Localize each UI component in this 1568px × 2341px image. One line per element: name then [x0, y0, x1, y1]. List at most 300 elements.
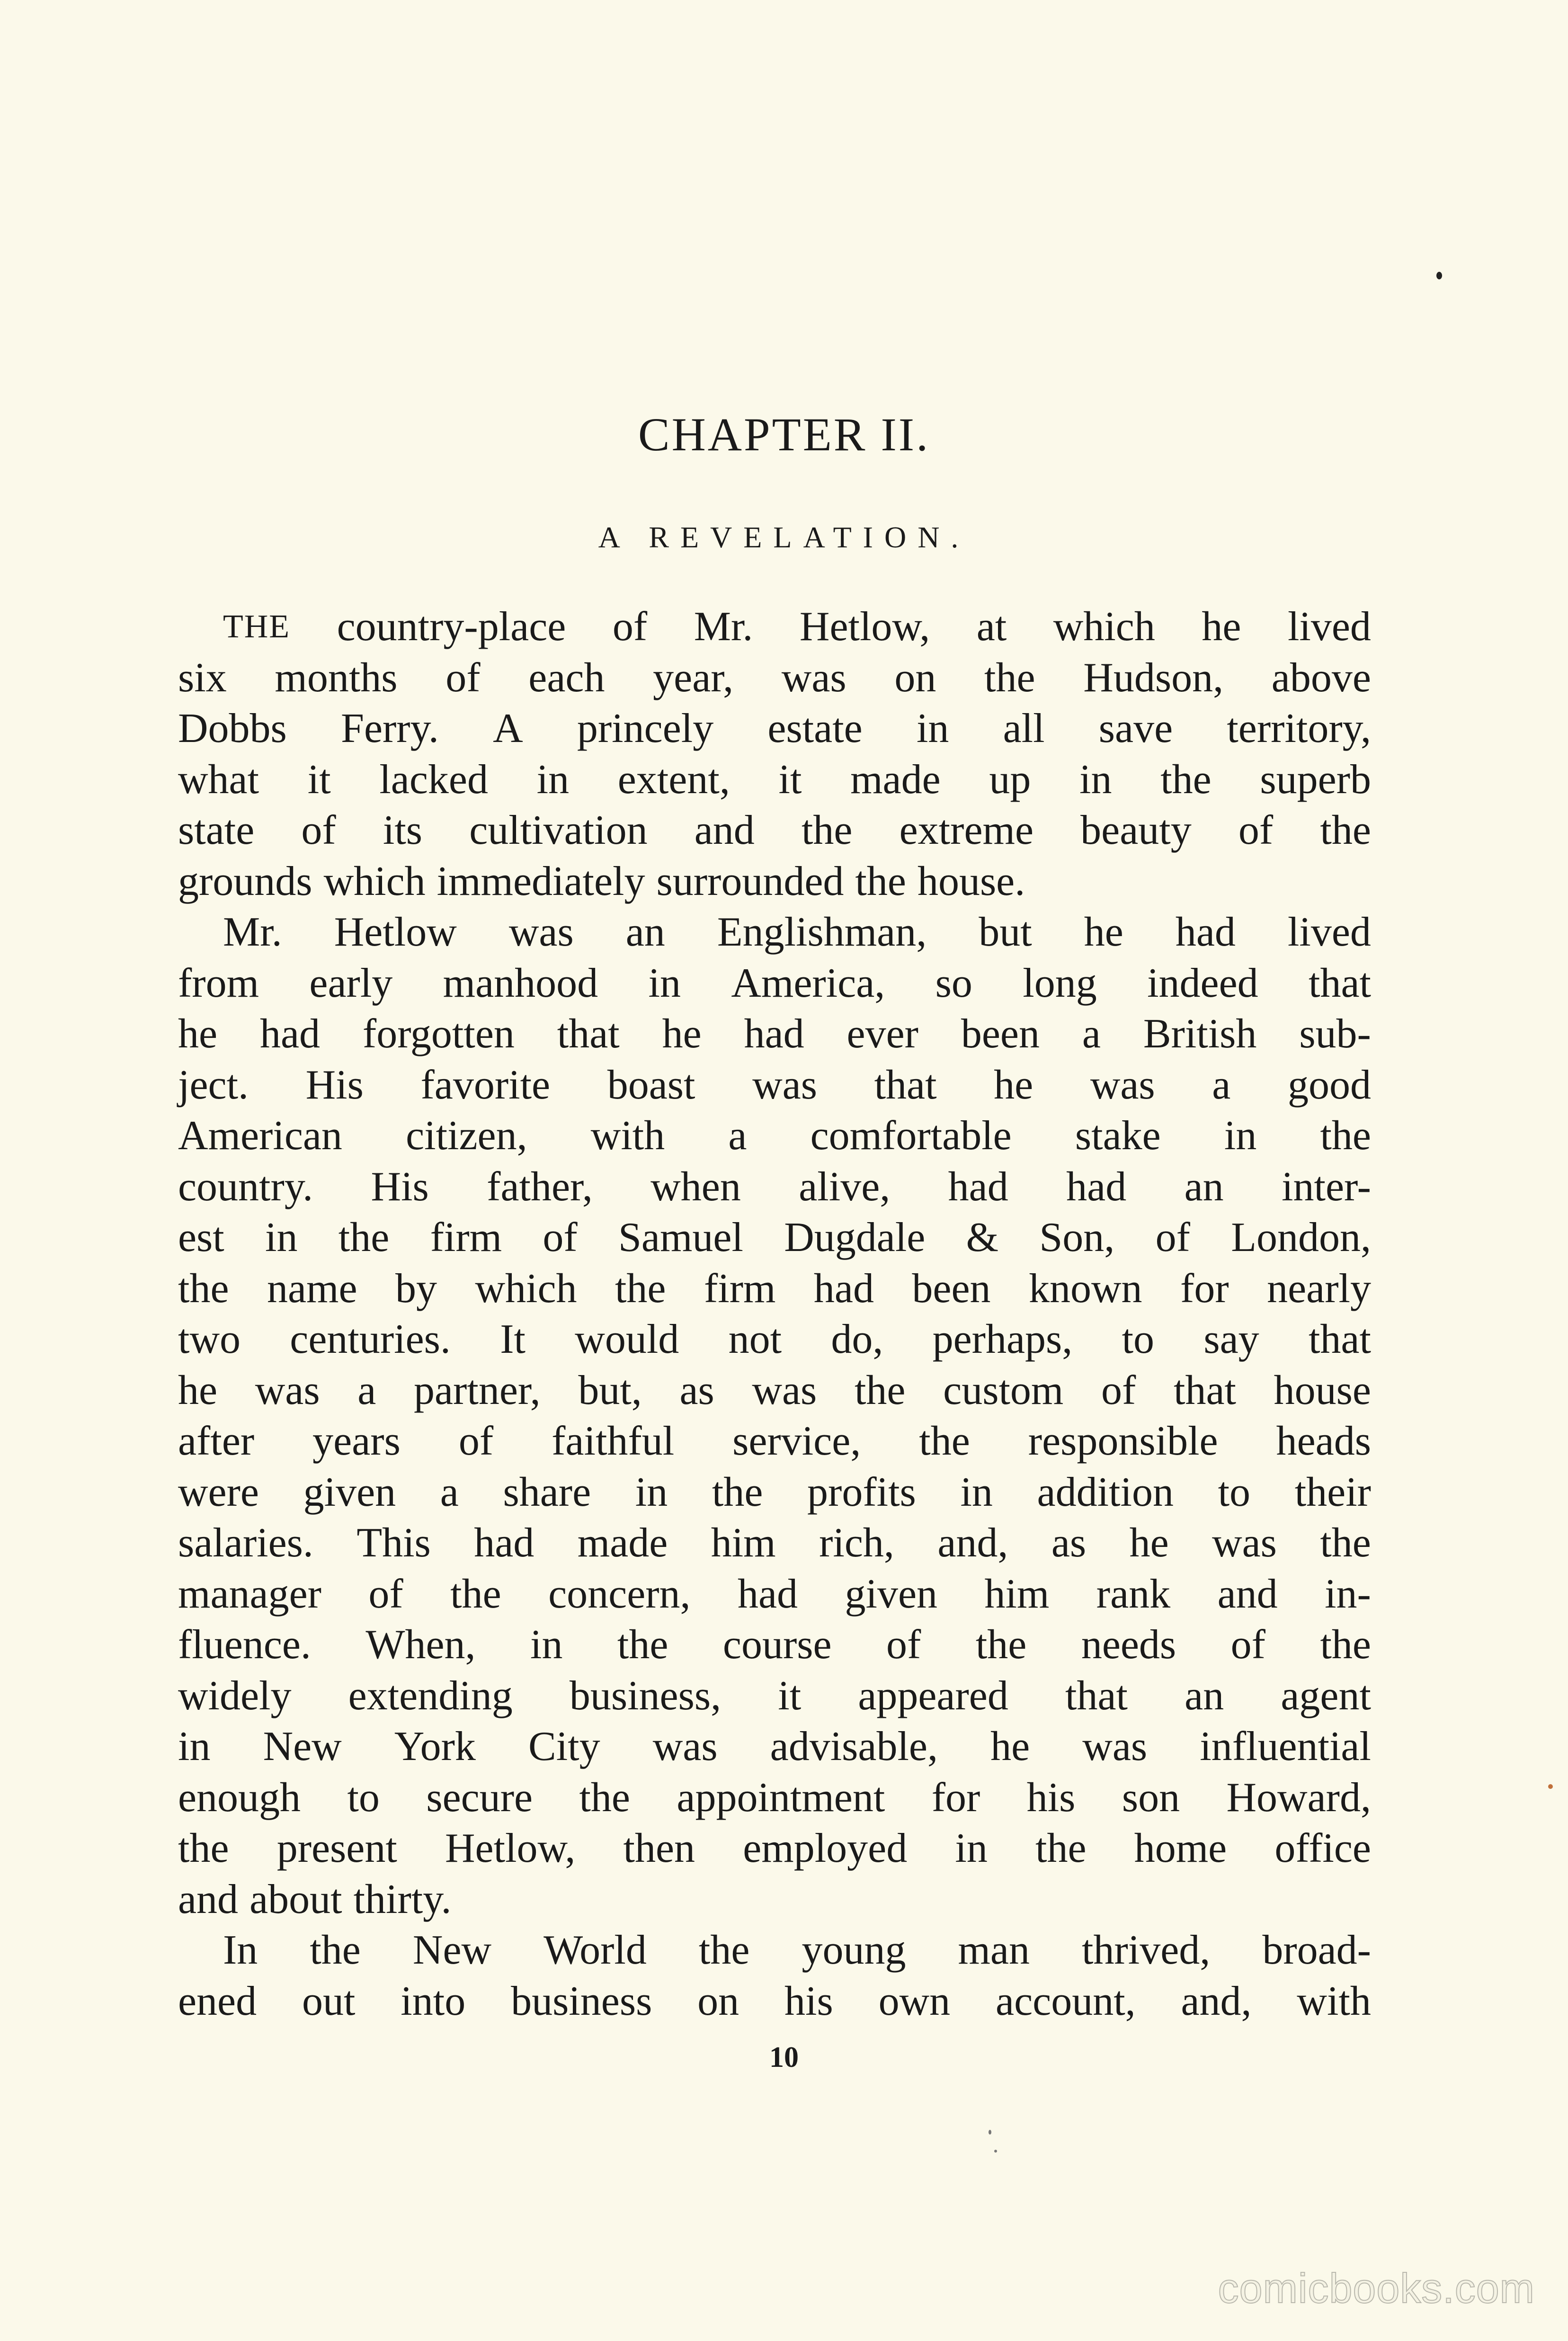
- word: of: [886, 1622, 921, 1668]
- text-line: [178, 1314, 1371, 1365]
- word: for: [931, 1774, 980, 1821]
- word: which: [323, 858, 426, 904]
- word: the: [712, 1469, 763, 1515]
- word: that: [1065, 1672, 1128, 1719]
- word: THE: [223, 608, 291, 645]
- text-line: [178, 1060, 1371, 1111]
- word: rich,: [819, 1520, 894, 1566]
- text-line: [178, 1009, 1371, 1060]
- word: appeared: [858, 1672, 1008, 1719]
- word: had: [474, 1520, 535, 1566]
- word: as: [1051, 1520, 1087, 1566]
- word: in: [635, 1469, 668, 1515]
- text-line: [178, 1721, 1371, 1772]
- word: he: [662, 1011, 702, 1057]
- word: extending: [348, 1672, 513, 1719]
- word: had: [813, 1265, 874, 1312]
- word: and: [1217, 1571, 1278, 1617]
- word: was: [1212, 1520, 1277, 1566]
- word: were: [178, 1469, 259, 1515]
- word: in: [178, 1724, 211, 1769]
- word: World: [543, 1927, 647, 1973]
- text-line: [178, 1619, 1371, 1671]
- text-line: [178, 1772, 1371, 1823]
- ink-speck: [1548, 1784, 1553, 1789]
- word: what: [178, 756, 259, 803]
- word: surrounded: [656, 858, 844, 904]
- text-line: [178, 907, 1371, 958]
- word: was: [752, 1062, 817, 1108]
- word: In: [223, 1927, 258, 1973]
- word: at: [976, 604, 1007, 650]
- word: in-: [1325, 1571, 1371, 1617]
- word: secure: [426, 1774, 533, 1821]
- word: immediately: [437, 858, 645, 904]
- word: had: [744, 1011, 804, 1057]
- word: in: [536, 756, 570, 803]
- word: own: [878, 1978, 951, 2024]
- word: early: [309, 960, 393, 1006]
- ink-speck: [989, 2130, 991, 2135]
- word: for: [1180, 1265, 1229, 1312]
- word: of: [1155, 1215, 1190, 1260]
- word: in: [916, 706, 949, 751]
- word: estate: [767, 706, 863, 751]
- text-line: [178, 1212, 1371, 1263]
- word: that: [1308, 1316, 1371, 1362]
- word: of: [1230, 1622, 1265, 1668]
- word: the: [984, 654, 1035, 701]
- watermark-logo: comicbooks.com: [1218, 2265, 1535, 2312]
- word: sub-: [1299, 1011, 1371, 1057]
- word: so: [935, 960, 972, 1006]
- word: it: [307, 756, 331, 803]
- word: father,: [487, 1163, 593, 1210]
- word: nearly: [1267, 1265, 1371, 1312]
- word: up: [989, 756, 1031, 803]
- word: American: [178, 1113, 342, 1159]
- word: an: [625, 909, 665, 955]
- word: that: [1309, 960, 1371, 1006]
- word: enough: [178, 1774, 301, 1821]
- word: the: [698, 1927, 750, 1973]
- text-line: [178, 1110, 1371, 1162]
- word: broad-: [1262, 1927, 1371, 1973]
- word: the: [801, 807, 853, 853]
- word: addition: [1037, 1469, 1174, 1515]
- paragraph: [178, 907, 1371, 1925]
- word: City: [528, 1724, 600, 1769]
- word: beauty: [1080, 807, 1192, 853]
- word: but: [979, 909, 1032, 955]
- word: in: [960, 1469, 993, 1515]
- word: stake: [1075, 1113, 1161, 1159]
- word: and: [178, 1876, 239, 1922]
- word: it: [778, 1672, 802, 1719]
- word: comfortable: [810, 1113, 1012, 1159]
- word: manhood: [443, 960, 598, 1006]
- word: and,: [1181, 1978, 1252, 2024]
- word: out: [302, 1978, 356, 2024]
- word: lived: [1287, 604, 1371, 650]
- word: the: [615, 1265, 666, 1312]
- word: Hetlow: [334, 909, 457, 955]
- text-line: [178, 1569, 1371, 1620]
- word: an: [1185, 1672, 1224, 1719]
- word: When,: [365, 1622, 476, 1668]
- word: of: [543, 1215, 578, 1260]
- word: years: [312, 1418, 401, 1464]
- word: was: [781, 654, 846, 701]
- word: America,: [731, 960, 885, 1006]
- paragraph: [178, 1925, 1371, 2027]
- word: course: [722, 1622, 832, 1668]
- text-line: [178, 601, 1371, 652]
- word: his: [784, 1978, 833, 2024]
- text-line: [178, 1365, 1371, 1416]
- text-line: [178, 1518, 1371, 1569]
- word: home: [1134, 1825, 1227, 1871]
- word: which: [1053, 604, 1155, 650]
- word: Englishman,: [717, 909, 927, 955]
- word: had: [1175, 909, 1236, 955]
- word: ject.: [178, 1062, 249, 1108]
- word: business: [511, 1978, 652, 2024]
- word: a: [357, 1367, 376, 1413]
- word: to: [347, 1774, 380, 1821]
- word: the: [1320, 1113, 1371, 1159]
- word: a: [728, 1113, 747, 1159]
- word: on: [894, 654, 936, 701]
- word: forgotten: [362, 1011, 515, 1057]
- word: agent: [1281, 1672, 1371, 1719]
- text-line: [178, 1467, 1371, 1518]
- word: alive,: [799, 1163, 891, 1210]
- word: their: [1294, 1469, 1371, 1515]
- word: extent,: [617, 756, 730, 803]
- word: perhaps,: [932, 1316, 1073, 1362]
- word: Son,: [1039, 1215, 1115, 1260]
- text-line: [178, 754, 1371, 805]
- word: he: [1084, 909, 1123, 955]
- text-line: [178, 805, 1371, 856]
- word: It: [500, 1316, 526, 1362]
- word: the: [178, 1265, 229, 1312]
- text-line: [178, 1162, 1371, 1213]
- word: save: [1098, 706, 1173, 751]
- word: Hetlow,: [799, 604, 930, 650]
- word: long: [1023, 960, 1097, 1006]
- word: of: [445, 654, 481, 701]
- word: he: [990, 1724, 1030, 1769]
- word: business,: [569, 1672, 722, 1719]
- word: the: [178, 1825, 229, 1871]
- word: Hetlow,: [445, 1825, 576, 1871]
- word: made: [850, 756, 941, 803]
- word: advisable,: [770, 1724, 938, 1769]
- word: extreme: [899, 807, 1034, 853]
- ink-speck: [994, 2150, 997, 2153]
- word: not: [728, 1316, 782, 1362]
- word: state: [178, 807, 255, 853]
- word: influential: [1200, 1724, 1371, 1769]
- word: the: [975, 1622, 1027, 1668]
- word: made: [577, 1520, 668, 1566]
- word: of: [301, 807, 336, 853]
- word: Hudson,: [1083, 654, 1224, 701]
- word: of: [458, 1418, 494, 1464]
- word: London,: [1231, 1215, 1371, 1260]
- word: in: [530, 1622, 563, 1668]
- word: son: [1122, 1774, 1180, 1821]
- word: thrived,: [1082, 1927, 1211, 1973]
- word: with: [1297, 1978, 1371, 2024]
- word: ever: [846, 1011, 918, 1057]
- word: him: [984, 1571, 1050, 1617]
- word: present: [276, 1825, 397, 1871]
- word: he: [1202, 604, 1241, 650]
- text-line: [178, 958, 1371, 1009]
- word: about: [249, 1876, 342, 1922]
- word: above: [1271, 654, 1371, 701]
- word: of: [612, 604, 648, 650]
- word: he: [1129, 1520, 1169, 1566]
- word: Dobbs: [178, 706, 287, 751]
- word: say: [1203, 1316, 1259, 1362]
- word: lived: [1287, 909, 1371, 955]
- word: his: [1026, 1774, 1076, 1821]
- word: favorite: [420, 1062, 551, 1108]
- word: was: [752, 1367, 817, 1413]
- word: in: [265, 1215, 298, 1260]
- word: heads: [1276, 1418, 1371, 1464]
- word: inter-: [1282, 1163, 1371, 1210]
- text-line: [178, 856, 1371, 907]
- word: &: [966, 1215, 999, 1260]
- word: ened: [178, 1978, 257, 2024]
- word: the: [1320, 807, 1371, 853]
- word: a: [1082, 1011, 1101, 1057]
- word: been: [912, 1265, 991, 1312]
- word: a: [1212, 1062, 1231, 1108]
- word: lacked: [379, 756, 488, 803]
- word: Mr.: [694, 604, 753, 650]
- word: to: [1122, 1316, 1155, 1362]
- word: employed: [743, 1825, 908, 1871]
- word: into: [401, 1978, 466, 2024]
- word: rank: [1096, 1571, 1171, 1617]
- text-line: [178, 1263, 1371, 1314]
- word: given: [845, 1571, 938, 1617]
- word: by: [395, 1265, 437, 1312]
- word: six: [178, 654, 227, 701]
- word: office: [1274, 1825, 1371, 1871]
- word: had: [948, 1163, 1008, 1210]
- word: citizen,: [406, 1113, 527, 1159]
- text-line: [178, 1416, 1371, 1467]
- word: and,: [937, 1520, 1008, 1566]
- text-line: [178, 1874, 1371, 1925]
- word: the: [1160, 756, 1212, 803]
- word: the: [1035, 1825, 1087, 1871]
- word: had: [1066, 1163, 1127, 1210]
- chapter-subtitle: A REVELATION.: [598, 520, 970, 554]
- word: to: [1218, 1469, 1251, 1515]
- word: each: [528, 654, 605, 701]
- word: princely: [577, 706, 714, 751]
- word: the: [579, 1774, 630, 1821]
- chapter-title: CHAPTER II.: [638, 408, 930, 461]
- word: grounds: [178, 858, 312, 904]
- word: which: [475, 1265, 577, 1312]
- word: was: [255, 1367, 320, 1413]
- word: he: [994, 1062, 1033, 1108]
- word: had: [738, 1571, 798, 1617]
- word: Ferry.: [341, 706, 439, 751]
- text-line: [178, 1976, 1371, 2027]
- word: on: [697, 1978, 739, 2024]
- text-line: [178, 652, 1371, 704]
- word: known: [1029, 1265, 1142, 1312]
- word: that: [557, 1011, 620, 1057]
- word: man: [958, 1927, 1030, 1973]
- word: was: [1090, 1062, 1155, 1108]
- word: profits: [807, 1469, 916, 1515]
- word: two: [178, 1316, 241, 1362]
- word: given: [303, 1469, 396, 1515]
- word: His: [305, 1062, 364, 1108]
- word: New: [412, 1927, 492, 1973]
- word: needs: [1081, 1622, 1176, 1668]
- word: firm: [430, 1215, 502, 1260]
- word: with: [590, 1113, 665, 1159]
- word: of: [1101, 1367, 1136, 1413]
- word: responsible: [1028, 1418, 1218, 1464]
- word: manager: [178, 1571, 321, 1617]
- word: the: [1320, 1622, 1371, 1668]
- word: a: [440, 1469, 459, 1515]
- word: been: [961, 1011, 1040, 1057]
- word: Dugdale: [784, 1215, 926, 1260]
- word: him: [711, 1520, 776, 1566]
- word: British: [1143, 1011, 1257, 1057]
- word: was: [508, 909, 574, 955]
- word: in: [1224, 1113, 1257, 1159]
- word: country-place: [337, 604, 566, 650]
- word: name: [267, 1265, 357, 1312]
- word: superb: [1260, 756, 1371, 803]
- word: in: [1079, 756, 1112, 803]
- word: concern,: [548, 1571, 691, 1617]
- word: would: [575, 1316, 679, 1362]
- word: account,: [996, 1978, 1136, 2024]
- word: and: [694, 807, 755, 853]
- word: that: [874, 1062, 937, 1108]
- word: then: [623, 1825, 695, 1871]
- word: that: [1174, 1367, 1236, 1413]
- text-line: [178, 1671, 1371, 1722]
- paragraph: [178, 601, 1371, 907]
- word: good: [1287, 1062, 1371, 1108]
- page-number: 10: [769, 2041, 799, 2073]
- word: share: [503, 1469, 591, 1515]
- word: Howard,: [1226, 1774, 1371, 1821]
- word: the: [855, 858, 906, 904]
- word: Mr.: [223, 909, 282, 955]
- word: in: [648, 960, 681, 1006]
- word: salaries.: [178, 1520, 313, 1566]
- word: of: [1238, 807, 1274, 853]
- word: its: [383, 807, 423, 853]
- word: the: [617, 1622, 668, 1668]
- word: when: [650, 1163, 741, 1210]
- word: the: [1320, 1520, 1371, 1566]
- word: months: [275, 654, 398, 701]
- word: est: [178, 1215, 224, 1260]
- word: the: [310, 1927, 361, 1973]
- word: the: [854, 1367, 906, 1413]
- word: appointment: [677, 1774, 885, 1821]
- word: A: [493, 706, 523, 751]
- ink-speck: [1436, 272, 1442, 279]
- word: widely: [178, 1672, 292, 1719]
- word: the: [450, 1571, 501, 1617]
- word: in: [955, 1825, 988, 1871]
- word: after: [178, 1418, 255, 1464]
- word: the: [919, 1418, 970, 1464]
- word: territory,: [1227, 706, 1371, 751]
- word: fluence.: [178, 1622, 311, 1668]
- word: but,: [578, 1367, 642, 1413]
- word: house.: [917, 858, 1025, 904]
- word: firm: [704, 1265, 776, 1312]
- word: Samuel: [618, 1215, 743, 1260]
- word: faithful: [552, 1418, 675, 1464]
- word: do,: [831, 1316, 883, 1362]
- word: all: [1003, 706, 1045, 751]
- word: His: [371, 1163, 429, 1210]
- word: thirty.: [353, 1876, 452, 1922]
- word: indeed: [1147, 960, 1258, 1006]
- text-line: [178, 703, 1371, 754]
- word: cultivation: [469, 807, 648, 853]
- word: New: [263, 1724, 342, 1769]
- word: was: [1082, 1724, 1148, 1769]
- word: York: [394, 1724, 476, 1769]
- word: from: [178, 960, 259, 1006]
- word: young: [802, 1927, 906, 1973]
- word: he: [178, 1367, 218, 1413]
- word: as: [679, 1367, 714, 1413]
- word: of: [368, 1571, 403, 1617]
- text-line: [178, 1925, 1371, 1976]
- body-text: [178, 601, 1371, 2027]
- word: boast: [607, 1062, 695, 1108]
- word: was: [652, 1724, 718, 1769]
- word: custom: [943, 1367, 1064, 1413]
- word: it: [778, 756, 802, 803]
- text-line: [178, 1823, 1371, 1874]
- word: house: [1274, 1367, 1371, 1413]
- word: had: [259, 1011, 321, 1057]
- word: an: [1184, 1163, 1224, 1210]
- word: partner,: [414, 1367, 541, 1413]
- word: service,: [732, 1418, 861, 1464]
- word: This: [356, 1520, 431, 1566]
- word: centuries.: [290, 1316, 451, 1362]
- word: country.: [178, 1163, 313, 1210]
- word: the: [338, 1215, 390, 1260]
